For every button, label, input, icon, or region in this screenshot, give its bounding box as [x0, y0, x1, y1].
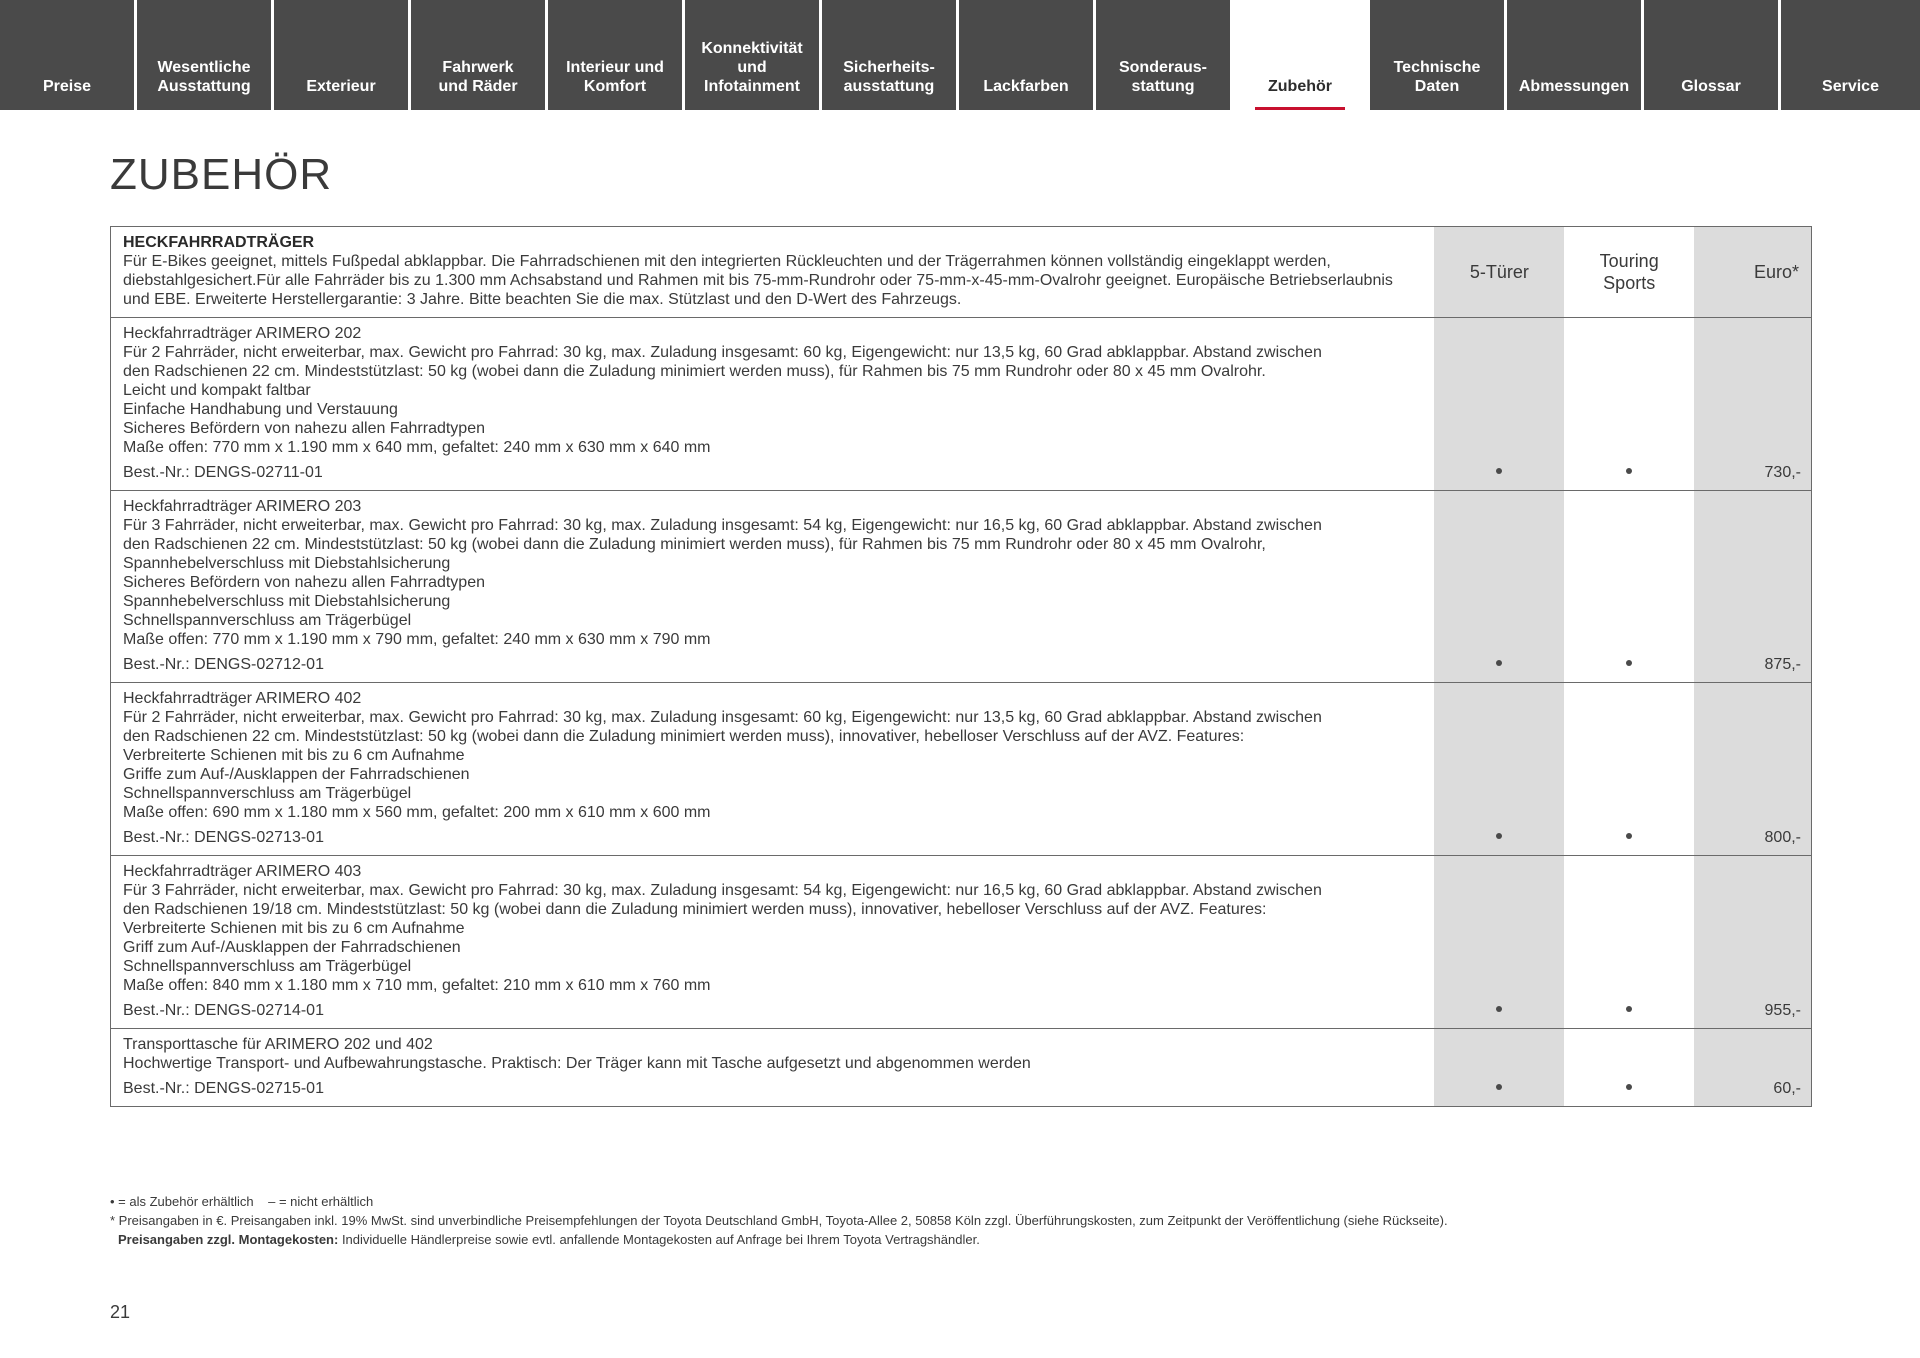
- available-dot-icon: [1496, 660, 1502, 666]
- product-name: Heckfahrradträger ARIMERO 403: [123, 863, 362, 880]
- price-value: 60,-: [1773, 1080, 1801, 1097]
- order-number: Best.-Nr.: DENGS-02712-01: [123, 656, 324, 673]
- order-number: Best.-Nr.: DENGS-02715-01: [123, 1080, 324, 1097]
- price-note: * Preisangaben in €. Preisangaben inkl. 19% MwSt. sind unverbindliche Preisempfehlungen der Toyota Deutschland GmbH, Toyota-Allee 2, 50858 Köln zzgl. Überführungskosten, zum Zeitpunkt der Veröffentlichung (siehe Rückseite).: [110, 1213, 1448, 1228]
- tab-exterieur[interactable]: [274, 0, 408, 110]
- product-detail-line: Einfache Handhabung und Verstauung: [123, 401, 398, 418]
- cell-5-tuerer: [1434, 318, 1564, 490]
- product-detail-line: Griff zum Auf-/Ausklappen der Fahrradschienen: [123, 939, 461, 956]
- available-dot-icon: [1626, 833, 1632, 839]
- table-row: [111, 856, 1811, 1029]
- product-detail-line: Schnellspannverschluss am Trägerbügel: [123, 612, 412, 629]
- available-dot-icon: [1626, 1006, 1632, 1012]
- tab-label: Service: [1822, 78, 1879, 95]
- cell-touring-sports: [1564, 683, 1694, 855]
- tab-zubehoer[interactable]: [1233, 0, 1367, 110]
- tab-technische-daten[interactable]: [1370, 0, 1504, 110]
- cell-price: [1694, 1029, 1811, 1106]
- column-header-euro: [1694, 227, 1811, 317]
- column-label: 5-Türer: [1469, 262, 1529, 282]
- tab-label: Glossar: [1681, 78, 1741, 95]
- product-detail-line: Leicht und kompakt faltbar: [123, 382, 311, 399]
- product-detail-line: Spannhebelverschluss mit Diebstahlsicherung: [123, 555, 451, 572]
- header-description-cell: [111, 227, 1434, 317]
- tab-label: Wesentliche Ausstattung: [157, 59, 251, 95]
- product-detail-line: Sicheres Befördern von nahezu allen Fahrradtypen: [123, 420, 485, 437]
- cell-touring-sports: [1564, 318, 1694, 490]
- page-number: 21: [110, 1302, 131, 1322]
- tab-label: Preise: [42, 78, 92, 95]
- tab-konnektivitaet[interactable]: [685, 0, 819, 110]
- product-detail-line: den Radschienen 19/18 cm. Mindeststützlast: 50 kg (wobei dann die Zuladung minimiert werden muss), innovativer, hebelloser Verschluss auf der AVZ. Features:: [123, 901, 1267, 918]
- tab-interieur-und-komfort[interactable]: [548, 0, 682, 110]
- tab-label: Fahrwerk und Räder: [438, 59, 518, 95]
- product-detail-line: den Radschienen 22 cm. Mindeststützlast: 50 kg (wobei dann die Zuladung minimiert werden muss), für Rahmen bis 75 mm Rundrohr oder 80 x 45 mm Ovalrohr,: [123, 536, 1266, 553]
- table-header-row: [111, 227, 1811, 318]
- price-value: 800,-: [1764, 829, 1801, 846]
- column-label: Euro*: [1753, 262, 1799, 282]
- tab-label: Lackfarben: [983, 78, 1069, 95]
- row-description: [111, 856, 1434, 1028]
- tab-label: Interieur und Komfort: [566, 59, 664, 95]
- column-header-touring-sports: [1564, 227, 1694, 317]
- cell-touring-sports: [1564, 856, 1694, 1028]
- tab-sicherheitsausstattung[interactable]: [822, 0, 956, 110]
- tab-preise[interactable]: [0, 0, 134, 110]
- product-detail-line: Verbreiterte Schienen mit bis zu 6 cm Aufnahme: [123, 747, 465, 764]
- product-detail-line: Sicheres Befördern von nahezu allen Fahrradtypen: [123, 574, 485, 591]
- cell-price: [1694, 683, 1811, 855]
- product-detail-line: Schnellspannverschluss am Trägerbügel: [123, 785, 412, 802]
- column-header-5-tuerer: [1434, 227, 1564, 317]
- table-row: [111, 318, 1811, 491]
- row-description: [111, 1029, 1434, 1106]
- tab-label: Technische Daten: [1393, 59, 1481, 95]
- product-detail-line: Maße offen: 840 mm x 1.180 mm x 710 mm, gefaltet: 210 mm x 610 mm x 760 mm: [123, 977, 711, 994]
- tab-abmessungen[interactable]: [1507, 0, 1641, 110]
- tab-lackfarben[interactable]: [959, 0, 1093, 110]
- row-description: [111, 683, 1434, 855]
- tab-sonderausstattung[interactable]: [1096, 0, 1230, 110]
- top-navigation: [0, 0, 1920, 110]
- product-name: Heckfahrradträger ARIMERO 402: [123, 690, 362, 707]
- order-number: Best.-Nr.: DENGS-02711-01: [123, 464, 323, 481]
- available-dot-icon: [1626, 468, 1632, 474]
- section-title: HECKFAHRRADTRÄGER: [123, 234, 315, 251]
- product-detail-line: den Radschienen 22 cm. Mindeststützlast: 50 kg (wobei dann die Zuladung minimiert werden muss), innovativer, hebelloser Verschluss auf der AVZ. Features:: [123, 728, 1245, 745]
- section-description: Für E-Bikes geeignet, mittels Fußpedal abklappbar. Die Fahrradschienen mit den integrierten Rückleuchten und der Trägerrahmen können vollständig eingeklappt werden, diebstahlgesichert.Für alle Fahrräder bis zu 1.300 mm Achsabstand und Rahmen mit bis 75-mm-Rundrohr oder 75-mm-x-45-mm-Ovalrohr geeignet. Europäische Betriebserlaubnis und EBE. Erweiterte Herstellergarantie: 3 Jahre. Bitte beachten Sie die max. Stützlast und den D-Wert des Fahrzeugs.: [123, 253, 1398, 308]
- accessory-table: [110, 226, 1812, 1107]
- product-detail-line: Für 2 Fahrräder, nicht erweiterbar, max. Gewicht pro Fahrrad: 30 kg, max. Zuladung insgesamt: 60 kg, Eigengewicht: nur 13,5 kg, 60 Grad abklappbar. Abstand zwischen: [123, 709, 1322, 726]
- available-dot-icon: [1496, 1006, 1502, 1012]
- row-description: [111, 318, 1434, 490]
- tab-glossar[interactable]: [1644, 0, 1778, 110]
- available-dot-icon: [1496, 833, 1502, 839]
- tab-wesentliche-ausstattung[interactable]: [137, 0, 271, 110]
- available-dot-icon: [1496, 468, 1502, 474]
- cell-touring-sports: [1564, 491, 1694, 682]
- table-body: [111, 318, 1811, 1106]
- product-detail-line: Für 3 Fahrräder, nicht erweiterbar, max. Gewicht pro Fahrrad: 30 kg, max. Zuladung insgesamt: 54 kg, Eigengewicht: nur 16,5 kg, 60 Grad abklappbar. Abstand zwischen: [123, 517, 1322, 534]
- product-detail-line: Maße offen: 770 mm x 1.190 mm x 640 mm, gefaltet: 240 mm x 630 mm x 640 mm: [123, 439, 711, 456]
- available-dot-icon: [1626, 1084, 1632, 1090]
- cell-price: [1694, 856, 1811, 1028]
- tab-label: Exterieur: [306, 78, 376, 95]
- price-value: 955,-: [1764, 1002, 1801, 1019]
- product-detail-line: Maße offen: 770 mm x 1.190 mm x 790 mm, gefaltet: 240 mm x 630 mm x 790 mm: [123, 631, 711, 648]
- mounting-note: [110, 1230, 1810, 1249]
- cell-5-tuerer: [1434, 1029, 1564, 1106]
- product-detail-line: Für 3 Fahrräder, nicht erweiterbar, max. Gewicht pro Fahrrad: 30 kg, max. Zuladung insgesamt: 54 kg, Eigengewicht: nur 16,5 kg, 60 Grad abklappbar. Abstand zwischen: [123, 882, 1322, 899]
- cell-touring-sports: [1564, 1029, 1694, 1106]
- price-value: 730,-: [1764, 464, 1801, 481]
- table-row: [111, 683, 1811, 856]
- product-detail-line: Maße offen: 690 mm x 1.180 mm x 560 mm, gefaltet: 200 mm x 610 mm x 600 mm: [123, 804, 711, 821]
- tab-service[interactable]: [1781, 0, 1920, 110]
- tab-label: Sicherheits- ausstattung: [843, 59, 935, 95]
- tab-label: Zubehör: [1268, 78, 1332, 95]
- product-detail-line: den Radschienen 22 cm. Mindeststützlast: 50 kg (wobei dann die Zuladung minimiert werden muss), für Rahmen bis 75 mm Rundrohr oder 80 x 45 mm Ovalrohr.: [123, 363, 1266, 380]
- cell-price: [1694, 491, 1811, 682]
- available-dot-icon: [1626, 660, 1632, 666]
- page-title: ZUBEHÖR: [110, 150, 333, 199]
- cell-5-tuerer: [1434, 856, 1564, 1028]
- table-row: [111, 1029, 1811, 1106]
- mounting-text: Individuelle Händlerpreise sowie evtl. anfallende Montagekosten auf Anfrage bei Ihrem Toyota Vertragshändler.: [338, 1232, 980, 1247]
- product-detail-line: Griffe zum Auf-/Ausklappen der Fahrradschienen: [123, 766, 470, 783]
- tab-label: Abmessungen: [1518, 78, 1630, 95]
- footnotes: [110, 1192, 1810, 1249]
- legend-note: • = als Zubehör erhältlich – = nicht erhältlich: [110, 1194, 374, 1209]
- tab-label: Sonderaus- stattung: [1118, 59, 1207, 95]
- row-description: [111, 491, 1434, 682]
- cell-5-tuerer: [1434, 683, 1564, 855]
- product-detail-line: Für 2 Fahrräder, nicht erweiterbar, max. Gewicht pro Fahrrad: 30 kg, max. Zuladung insgesamt: 60 kg, Eigengewicht: nur 13,5 kg, 60 Grad abklappbar. Abstand zwischen: [123, 344, 1322, 361]
- table-row: [111, 491, 1811, 683]
- cell-price: [1694, 318, 1811, 490]
- mounting-label: Preisangaben zzgl. Montagekosten:: [118, 1232, 339, 1247]
- order-number: Best.-Nr.: DENGS-02713-01: [123, 829, 324, 846]
- product-detail-line: Hochwertige Transport- und Aufbewahrungstasche. Praktisch: Der Träger kann mit Tasche aufgesetzt und abgenommen werden: [123, 1055, 1031, 1072]
- product-name: Transporttasche für ARIMERO 202 und 402: [123, 1036, 433, 1053]
- product-name: Heckfahrradträger ARIMERO 202: [123, 325, 362, 342]
- product-detail-line: Spannhebelverschluss mit Diebstahlsicherung: [123, 593, 451, 610]
- column-label: Touring Sports: [1599, 251, 1659, 293]
- product-detail-line: Verbreiterte Schienen mit bis zu 6 cm Aufnahme: [123, 920, 465, 937]
- tab-fahrwerk-und-raeder[interactable]: [411, 0, 545, 110]
- available-dot-icon: [1496, 1084, 1502, 1090]
- tab-label: Konnektivität und Infotainment: [701, 40, 803, 95]
- product-detail-line: Schnellspannverschluss am Trägerbügel: [123, 958, 412, 975]
- order-number: Best.-Nr.: DENGS-02714-01: [123, 1002, 324, 1019]
- cell-5-tuerer: [1434, 491, 1564, 682]
- product-name: Heckfahrradträger ARIMERO 203: [123, 498, 362, 515]
- price-value: 875,-: [1764, 656, 1801, 673]
